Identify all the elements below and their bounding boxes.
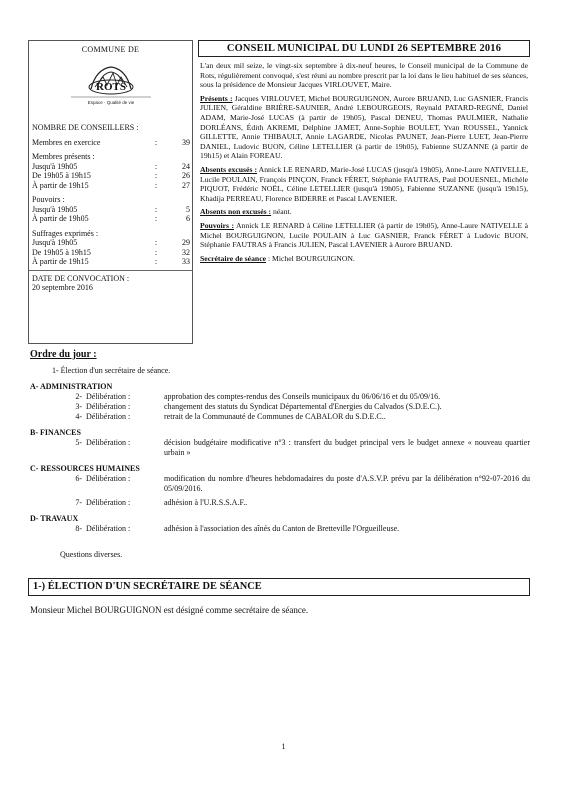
presents-list: Jacques VIRLOUVET, Michel BOURGUIGNON, Aurore BRUAND, Luc GASNIER, Francis JULIEN, Géraldine BRIÈRE-SAUNIER, André LEBOURGEOIS, Reynald PATARD-REGNÉ, Daniel ADAM, Marie-José LUCAS (à partir de 19h05), Pascal DENEU, Thomas PAULMIER, Nathalie DORLÉANS, Édith AKREMI, Delphine JAMET, Anne-Sophie BOULET, Yvan ROUSSEL, Yannick GILLETTE, Annie THIBAULT, Annie LAGARDE, Nicolas PAUNET, Jean-Pierre LUET, Jean-Pierre DANIEL, Ludovic BUON, Céline LETELLIER (à partir de 19h05), Fabienne SUZANNE (à partir de 19h15) et Alain FOREAU.: [200, 93, 529, 161]
pouvoirs-paragraph: [200, 221, 528, 250]
session-details: [198, 61, 530, 263]
divider: [29, 270, 193, 271]
logo-emblem-icon: [51, 59, 171, 107]
logo-tagline: Espace · Qualité de vie: [87, 99, 134, 105]
absents-non-label: Absents non excusés :: [200, 207, 272, 217]
absents-excuses-list: Annick LE RENARD, Marie-José LUCAS (jusqu'à 19h05), Anne-Laure NATIVELLE, Lucile POULAIN, François PINÇON, Franck FÉRET, Stéphanie FAUTRAS, Paul DOUESNEL, Michèle PIQUOT, Frédéric NOËL, Céline LETELLIER (jusqu'à 19h05), Fabienne SUZANNE (jusqu'à 19h15), Khadija PERREAU, Florence BIDERRE et Pascal LAVENIER.: [200, 164, 528, 203]
council-stats: [32, 123, 190, 293]
absents-non-paragraph: [200, 207, 528, 217]
convocation-date: 20 septembre 2016: [32, 283, 93, 292]
section-1-title: 1-) ÉLECTION D'UN SECRÉTAIRE DE SÉANCE: [28, 578, 530, 596]
absents-non-list: néant.: [271, 207, 292, 217]
rots-logo: [51, 59, 171, 107]
secretaire-name: : Michel BOURGUIGNON.: [266, 253, 355, 263]
stat-label: Membres en exercice: [32, 137, 101, 147]
stat-row: Jusqu'à 19h05 : 5: [32, 204, 190, 214]
presents-title: Membres présents :: [32, 152, 95, 161]
agenda-item: 3- Délibération : changement des statuts du Syndicat Départemental d'Energies du Calvados (S.D.E.C.).: [75, 402, 442, 411]
agenda-section-ressources-humaines: C- RESSOURCES HUMAINES: [30, 464, 140, 473]
presents-label: Présents :: [200, 93, 233, 103]
stat-row: À partir de 19h15 : 27: [32, 180, 190, 190]
presents-paragraph: [200, 94, 528, 161]
page-number: 1: [281, 742, 286, 751]
agenda-item: 8- Délibération : adhésion à l'association des aînés du Canton de Bretteville l'Orgueilleuse.: [75, 524, 400, 533]
agenda-title: Ordre du jour :: [30, 349, 97, 360]
absents-excuses-label: Absents excusés :: [200, 164, 258, 174]
council-info-box: [28, 40, 193, 344]
agenda: [30, 350, 530, 560]
secretaire-paragraph: [200, 254, 528, 264]
session-title: CONSEIL MUNICIPAL DU LUNDI 26 SEPTEMBRE 2016: [198, 40, 530, 57]
agenda-item: 4- Délibération : retrait de la Communauté de Communes de CABALOR du S.D.E.C..: [75, 412, 386, 421]
suffrages-title: Suffrages exprimés :: [32, 228, 99, 238]
stat-row: À partir de 19h15 : 33: [32, 257, 190, 266]
stat-row: À partir de 19h05 : 6: [32, 214, 190, 223]
stat-value: 39: [182, 137, 190, 147]
pouvoirs-title: Pouvoirs :: [32, 195, 65, 204]
agenda-item: 7- Délibération : adhésion à l'U.R.S.S.A.F..: [75, 498, 248, 507]
agenda-section-administration: A- ADMINISTRATION: [30, 382, 113, 391]
stat-row: De 19h05 à 19h15 : 26: [32, 171, 190, 180]
stat-row: Jusqu'à 19h05 : 29: [32, 238, 190, 247]
agenda-item: 2- Délibération : approbation des comptes-rendus des Conseils municipaux du 06/06/16 et du 05/09/16.: [75, 392, 441, 401]
agenda-section-finances: B- FINANCES: [30, 428, 81, 437]
stat-en-exercice: Membres en exercice : 39: [32, 137, 190, 147]
agenda-item: 5- Délibération : décision budgétaire modificative n°3 : transfert du budget principal vers le budget annexe « nouveau quartier urbain »: [75, 438, 530, 457]
questions-diverses: Questions diverses.: [60, 550, 123, 559]
stat-row: De 19h05 à 19h15 : 32: [32, 247, 190, 257]
secretaire-label: Secrétaire de séance: [200, 253, 267, 263]
agenda-section-travaux: D- TRAVAUX: [30, 514, 79, 523]
pouvoirs-label: Pouvoirs :: [200, 220, 235, 230]
stat-row: Jusqu'à 19h05 : 24: [32, 161, 190, 171]
logo-text: ROTS: [95, 80, 126, 93]
stats-title: NOMBRE DE CONSEILLERS :: [32, 123, 139, 132]
commune-label: COMMUNE DE: [81, 45, 140, 54]
session-header: [198, 40, 530, 344]
convocation-label: DATE DE CONVOCATION :: [32, 273, 130, 283]
agenda-item-1: 1- Élection d'un secrétaire de séance.: [52, 366, 171, 375]
agenda-item: 6- Délibération : modification du nombre d'heures hebdomadaires du poste d'A.S.V.P. prévu par la délibération n°92-07-2016 du 05/09/2016.: [75, 474, 530, 493]
pouvoirs-list: Annick LE RENARD à Céline LETELLIER (à partir de 19h05), Anne-Laure NATIVELLE à Michel BOURGUIGNON, Lucile POULAIN à Luc GASNIER, Franck FÉRET à Ludovic BUON, Stéphanie FAUTRAS à Francis JULIEN, Pascal LAVENIER à Aurore BRUAND.: [200, 220, 529, 250]
intro-paragraph: L'an deux mil seize, le vingt-six septembre à dix-neuf heures, le Conseil municipal de la Commune de Rots, régulièrement convoqué, s'est réuni au nombre prescrit par la loi dans le lieu habituel de ses séances, sous la présidence de Monsieur Jacques VIRLOUVET, Maire.: [200, 61, 528, 90]
absents-excuses-paragraph: [200, 165, 528, 203]
section-1-body: Monsieur Michel BOURGUIGNON est désigné comme secrétaire de séance.: [30, 605, 309, 615]
